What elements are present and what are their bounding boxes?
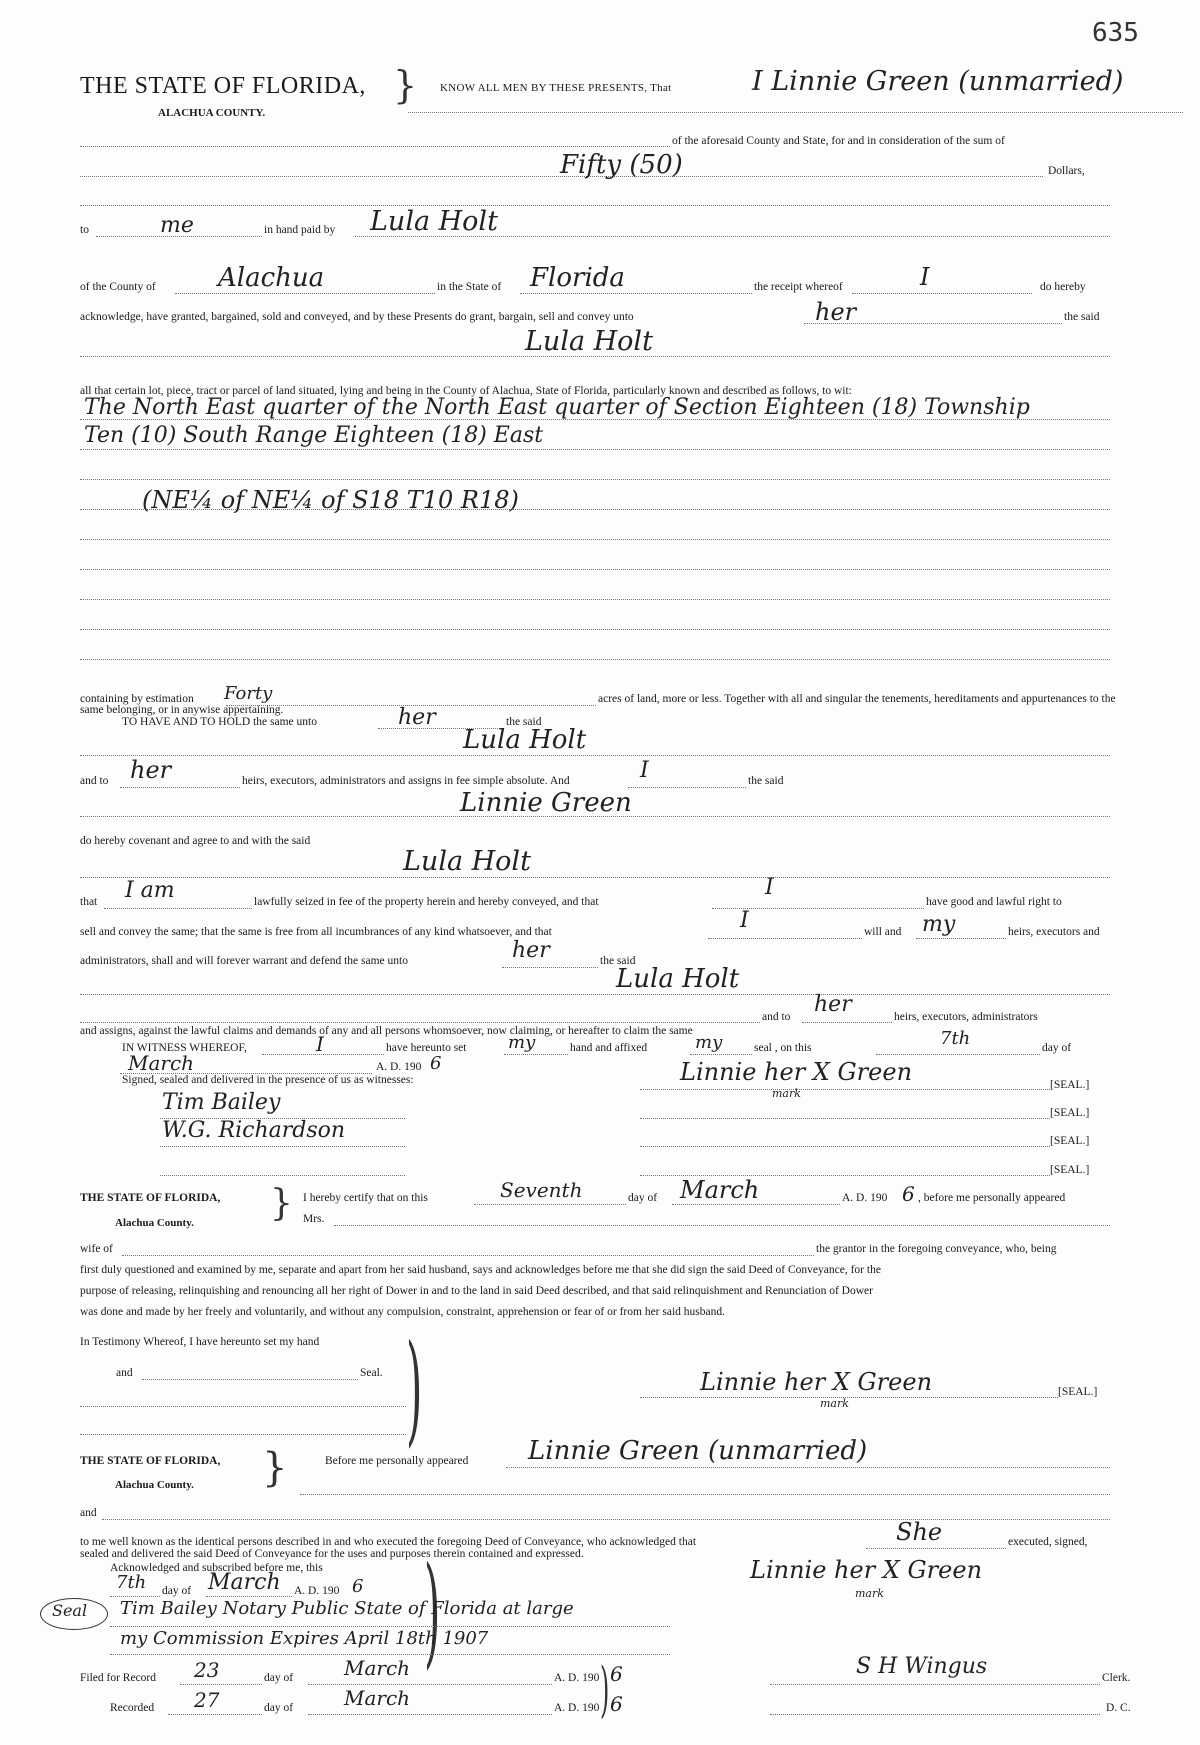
hw-seal: Seal (52, 1601, 88, 1620)
hw-grantee-3: Lula Holt (403, 846, 531, 877)
hw-have-hold-unto: her (398, 705, 436, 730)
dotted-line (80, 877, 1110, 878)
ack-brace-2: ) (424, 1542, 441, 1681)
header-county: ALACHUA COUNTY. (158, 107, 266, 119)
text-day-of-3: day of (162, 1585, 192, 1597)
hw-acres: Forty (224, 683, 273, 704)
dotted-line (180, 1684, 262, 1685)
dotted-line (640, 1118, 1050, 1119)
text-the-said-3: the said (748, 775, 784, 787)
hw-that-i: I (765, 875, 774, 900)
hw-and-i: I (640, 758, 649, 783)
text-and-seal-seal: Seal. (360, 1367, 383, 1379)
dotted-line (110, 1654, 670, 1655)
dotted-line (80, 659, 1110, 660)
text-ad-3: A. D. 190 (294, 1585, 340, 1597)
text-in-testimony: In Testimony Whereof, I have hereunto set my hand (80, 1336, 320, 1348)
seal-1: [SEAL.] (1050, 1079, 1090, 1091)
text-signed-sealed: Signed, sealed and delivered in the presence of us as witnesses: (122, 1074, 414, 1086)
text-clerk: Clerk. (1102, 1672, 1131, 1684)
dotted-line (80, 569, 1110, 570)
text-day-of-5: day of (264, 1702, 294, 1714)
header-line (408, 112, 1183, 113)
dotted-line (474, 1204, 626, 1205)
text-the-said-4: the said (600, 955, 636, 967)
text-heirs-exec: heirs, executors, administrators and assigns in fee simple absolute. And (242, 775, 570, 787)
dotted-line (80, 755, 1110, 756)
dotted-line (504, 1054, 568, 1055)
dotted-line (308, 1714, 552, 1715)
dotted-line (80, 994, 1110, 995)
text-ad: A. D. 190 (376, 1061, 422, 1073)
hw-witness-2: W.G. Richardson (162, 1118, 346, 1143)
text-to-have: TO HAVE AND TO HOLD the same unto (122, 716, 317, 728)
hw-grantor-full: I Linnie Green (unmarried) (752, 66, 1124, 97)
dotted-line (206, 1596, 292, 1597)
text-before-me-appeared: Before me personally appeared (325, 1455, 469, 1467)
cert-state: THE STATE OF FLORIDA, (80, 1192, 221, 1204)
seal-5: [SEAL.] (1058, 1386, 1098, 1398)
text-day-of-4: day of (264, 1672, 294, 1684)
hw-grantor-2: Linnie Green (460, 788, 632, 818)
hw-she: She (896, 1518, 943, 1546)
hw-ack-month: March (208, 1570, 281, 1595)
text-same-belonging: same belonging, or in anywise appertaining. (80, 704, 284, 716)
dotted-line (334, 1225, 1110, 1226)
dotted-line (852, 293, 1032, 294)
text-in-witness: IN WITNESS WHEREOF, (122, 1042, 247, 1054)
text-dc: D. C. (1106, 1702, 1131, 1714)
text-in-the-state: in the State of (437, 281, 502, 293)
hw-filed-year: 6 (610, 1662, 623, 1686)
hw-paid-by: Lula Holt (370, 206, 498, 237)
hw-desc-2: Ten (10) South Range Eighteen (18) East (84, 423, 544, 448)
dotted-line (80, 629, 1110, 630)
text-hand-affixed: hand and affixed (570, 1042, 648, 1054)
ack-county: Alachua County. (115, 1479, 194, 1491)
hw-mark-2: mark (820, 1397, 849, 1410)
dotted-line (640, 1397, 1058, 1398)
text-before-me: , before me personally appeared (918, 1192, 1066, 1204)
text-containing: containing by estimation (80, 693, 194, 705)
hw-defend-unto: her (512, 938, 550, 963)
dotted-line (770, 1714, 1100, 1715)
dotted-line (502, 967, 598, 968)
text-and-to: and to (80, 775, 109, 787)
text-to: to (80, 224, 89, 236)
header-brace: } (393, 63, 418, 107)
text-that: that (80, 896, 98, 908)
hw-notary-2: my Commission Expires April 18th 1907 (120, 1628, 489, 1649)
dotted-line (308, 1684, 552, 1685)
dotted-line (80, 205, 1110, 206)
text-day-of-2: day of (628, 1192, 658, 1204)
dotted-line (160, 1175, 405, 1176)
hw-signature: Linnie her X Green (680, 1058, 913, 1086)
dotted-line (640, 1146, 1050, 1147)
text-para-2: purpose of releasing, relinquishing and renouncing all her right of Dower in and to the land in said Deed described, and that said relinquishment and Renunciation of Dower (80, 1285, 873, 1297)
hw-grantee-4: Lula Holt (616, 964, 740, 994)
hw-appeared: Linnie Green (unmarried) (528, 1436, 868, 1466)
text-do-hereby: do hereby (1040, 281, 1086, 293)
hw-ack-day: 7th (116, 1572, 147, 1593)
text-administrators: administrators, shall and will forever warrant and defend the same unto (80, 955, 408, 967)
dotted-line (520, 293, 752, 294)
seal-3: [SEAL.] (1050, 1135, 1090, 1147)
hw-year: 6 (430, 1053, 442, 1074)
text-lawfully: lawfully seized in fee of the property herein and hereby conveyed, and that (254, 896, 599, 908)
hw-and-to: her (130, 756, 172, 784)
hw-ack-year: 6 (352, 1576, 364, 1597)
text-hereby-certify: I hereby certify that on this (303, 1192, 428, 1204)
text-the-said: the said (1064, 311, 1100, 323)
text-heirs-exec-and: heirs, executors and (1008, 926, 1100, 938)
dotted-line (122, 1255, 814, 1256)
text-seal-on-this: seal , on this (754, 1042, 812, 1054)
hw-rec-month: March (344, 1686, 411, 1710)
dotted-line (120, 787, 240, 788)
cert-county: Alachua County. (115, 1217, 194, 1229)
hw-cert-month: March (680, 1176, 760, 1204)
text-ad-4: A. D. 190 (554, 1672, 600, 1684)
text-to-me-well: to me well known as the identical persons described in and who executed the foregoing Deed of Conveyance, who acknowledged that (80, 1536, 697, 1548)
dotted-line (110, 1626, 670, 1627)
text-have-hereunto: have hereunto set (386, 1042, 467, 1054)
dotted-line (300, 1494, 1110, 1495)
testimony-brace: ) (406, 1320, 423, 1459)
dotted-line (80, 539, 1110, 540)
hw-mark-3: mark (855, 1587, 884, 1600)
hw-desc-1: The North East quarter of the North East quarter of Section Eighteen (18) Township (84, 395, 1030, 420)
text-heirs-exec-admin: heirs, executors, administrators (894, 1011, 1038, 1023)
text-para-3: was done and made by her freely and voluntarily, and without any compulsion, constraint, apprehension or fear of or from her said husband. (80, 1306, 725, 1318)
text-dollars: Dollars, (1048, 165, 1085, 177)
text-acres: acres of land, more or less. Together with all and singular the tenements, hereditaments and appurtenances to the (598, 693, 1116, 705)
hw-consideration: Fifty (50) (560, 150, 683, 180)
dotted-line (628, 787, 746, 788)
hw-that-i-am: I am (125, 878, 175, 903)
text-sealed-delivered: sealed and delivered the said Deed of Conveyance for the uses and purposes therein contained and expressed. (80, 1548, 584, 1560)
dotted-line (690, 1054, 752, 1055)
text-acknowledge: acknowledge, have granted, bargained, sold and conveyed, and by these Presents do grant, bargain, sell and convey unto (80, 311, 634, 323)
dotted-line (175, 293, 435, 294)
dotted-line (102, 1519, 1110, 1520)
text-receipt-whereof: the receipt whereof (754, 281, 843, 293)
hw-rec-year: 6 (610, 1692, 623, 1716)
header-state: THE STATE OF FLORIDA, (80, 73, 366, 99)
text-and-seal-and: and (116, 1367, 133, 1379)
text-wife-of: wife of (80, 1243, 113, 1255)
text-sell-convey: sell and convey the same; that the same is free from all incumbrances of any kind whatsoever, and that (80, 926, 552, 938)
hw-witness-1: Tim Bailey (162, 1090, 281, 1115)
dotted-line (770, 1684, 1100, 1685)
hw-receipt-person: I (920, 263, 930, 291)
text-of-aforesaid: of the aforesaid County and State, for and in consideration of the sum of (672, 135, 1005, 147)
hw-to-whom: me (160, 213, 194, 238)
header-know-all: KNOW ALL MEN BY THESE PRESENTS, That (440, 82, 672, 94)
text-have-good: have good and lawful right to (926, 896, 1062, 908)
hw-cert-day: Seventh (500, 1178, 583, 1202)
hw-state: Florida (530, 263, 625, 293)
hw-set-my: my (508, 1032, 536, 1053)
seal-2: [SEAL.] (1050, 1107, 1090, 1119)
dotted-line (708, 938, 862, 939)
dotted-line (80, 1406, 406, 1407)
ack-brace: } (262, 1445, 288, 1491)
text-in-hand-paid: in hand paid by (264, 224, 336, 236)
dotted-line (506, 1467, 1110, 1468)
hw-my-heirs: my (922, 912, 956, 937)
text-ad-5: A. D. 190 (554, 1702, 600, 1714)
hw-desc-3: (NE¼ of NE¼ of S18 T10 R18) (142, 486, 519, 514)
dotted-line (916, 938, 1006, 939)
hw-day-num: 7th (940, 1028, 971, 1049)
text-ad-2: A. D. 190 (842, 1192, 888, 1204)
dotted-line (876, 1054, 1040, 1055)
hw-rec-day: 27 (194, 1688, 220, 1712)
text-para-1: first duly questioned and examined by me, separate and apart from her said husband, says and acknowledges before me that she did sign the said Deed of Conveyance, for the (80, 1264, 881, 1276)
hw-filed-day: 23 (194, 1658, 220, 1682)
hw-mark: mark (772, 1087, 801, 1100)
dotted-line (80, 479, 1110, 480)
text-executed-signed: executed, signed, (1008, 1536, 1088, 1548)
dotted-line (80, 1434, 406, 1435)
dotted-line (104, 908, 252, 909)
hw-clerk: S H Wingus (856, 1654, 988, 1679)
hw-witness-i: I (316, 1032, 324, 1056)
hw-convey-unto: her (815, 298, 857, 326)
dotted-line (168, 1714, 262, 1715)
dotted-line (80, 1022, 760, 1023)
hw-filed-month: March (344, 1656, 411, 1680)
dotted-line (110, 1596, 160, 1597)
hw-affixed-my: my (695, 1032, 723, 1053)
hw-sig-3: Linnie her X Green (750, 1556, 983, 1584)
seal-4: [SEAL.] (1050, 1164, 1090, 1176)
text-will-and: will and (864, 926, 902, 938)
page-number: 635 (1092, 18, 1139, 48)
text-and-line: and (80, 1507, 97, 1519)
dotted-line (80, 146, 670, 147)
text-grantor-in: the grantor in the foregoing conveyance, who, being (816, 1243, 1057, 1255)
dotted-line (640, 1089, 1050, 1090)
hw-cert-year: 6 (902, 1182, 915, 1206)
hw-will-i: I (740, 908, 749, 933)
dotted-line (802, 1022, 892, 1023)
dotted-line (672, 1204, 840, 1205)
hw-notary-1: Tim Bailey Notary Public State of Florida at large (120, 1598, 574, 1619)
text-mrs: Mrs. (303, 1213, 325, 1225)
text-and-to-2: and to (762, 1011, 791, 1023)
dotted-line (142, 1379, 358, 1380)
dotted-line (866, 1548, 1006, 1549)
text-of-the-county: of the County of (80, 281, 156, 293)
text-acknowledged: Acknowledged and subscribed before me, this (110, 1562, 323, 1574)
filed-brace: ) (600, 1655, 610, 1725)
text-and-assigns: and assigns, against the lawful claims and demands of any and all persons whomsoever, now claiming, or hereafter to claim the same (80, 1025, 693, 1037)
hw-and-to-2: her (814, 992, 852, 1017)
dotted-line (80, 599, 1110, 600)
text-day-of: day of (1042, 1042, 1072, 1054)
dotted-line (80, 449, 1110, 450)
cert-brace: } (270, 1183, 293, 1224)
hw-county: Alachua (218, 263, 325, 293)
dotted-line (160, 1146, 405, 1147)
hw-sig-2: Linnie her X Green (700, 1368, 933, 1396)
text-covenant: do hereby covenant and agree to and with the said (80, 835, 311, 847)
ack-state: THE STATE OF FLORIDA, (80, 1455, 221, 1467)
text-filed-for: Filed for Record (80, 1672, 157, 1684)
text-all-that: all that certain lot, piece, tract or parcel of land situated, lying and being in the County of Alachua, State of Florida, particularly known and described as follows, to wit: (80, 385, 852, 397)
hw-grantee-2: Lula Holt (463, 725, 587, 755)
text-the-said-2: the said (506, 716, 542, 728)
hw-month: March (128, 1051, 195, 1075)
hw-grantee: Lula Holt (525, 326, 653, 357)
text-recorded: Recorded (110, 1702, 155, 1714)
